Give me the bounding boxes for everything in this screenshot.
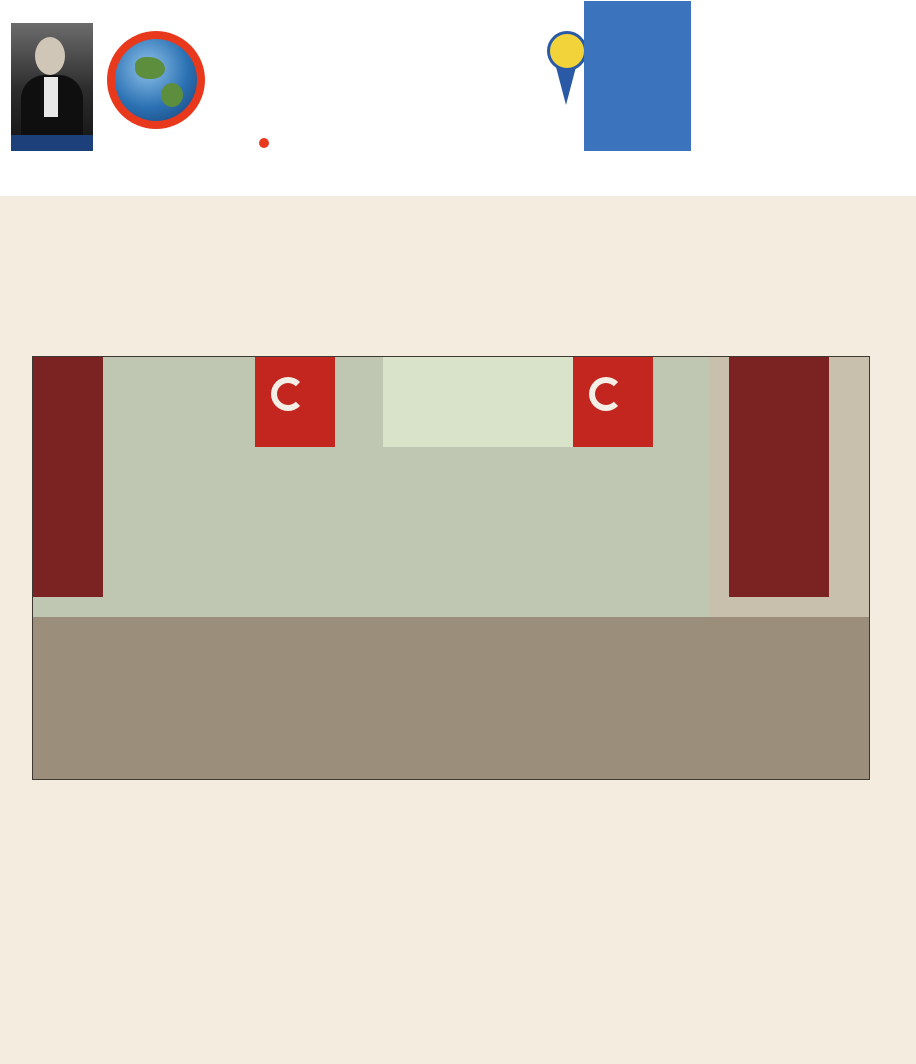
portrait-photo <box>11 23 93 135</box>
ribbon-icon <box>556 67 576 105</box>
masthead-topbar <box>11 1 584 25</box>
award-ceremony-photo <box>32 356 870 780</box>
news-clipping <box>0 196 916 1064</box>
newspaper-masthead <box>11 1 691 151</box>
turkish-flag-icon <box>573 357 653 447</box>
anniversary-badge <box>547 31 587 71</box>
region-number-one-badge <box>584 1 691 151</box>
masthead-footer <box>93 135 584 151</box>
bullet-icon <box>259 138 269 148</box>
logo-area <box>93 23 584 135</box>
globe-icon <box>107 31 205 129</box>
turkish-flag-icon <box>255 357 335 447</box>
